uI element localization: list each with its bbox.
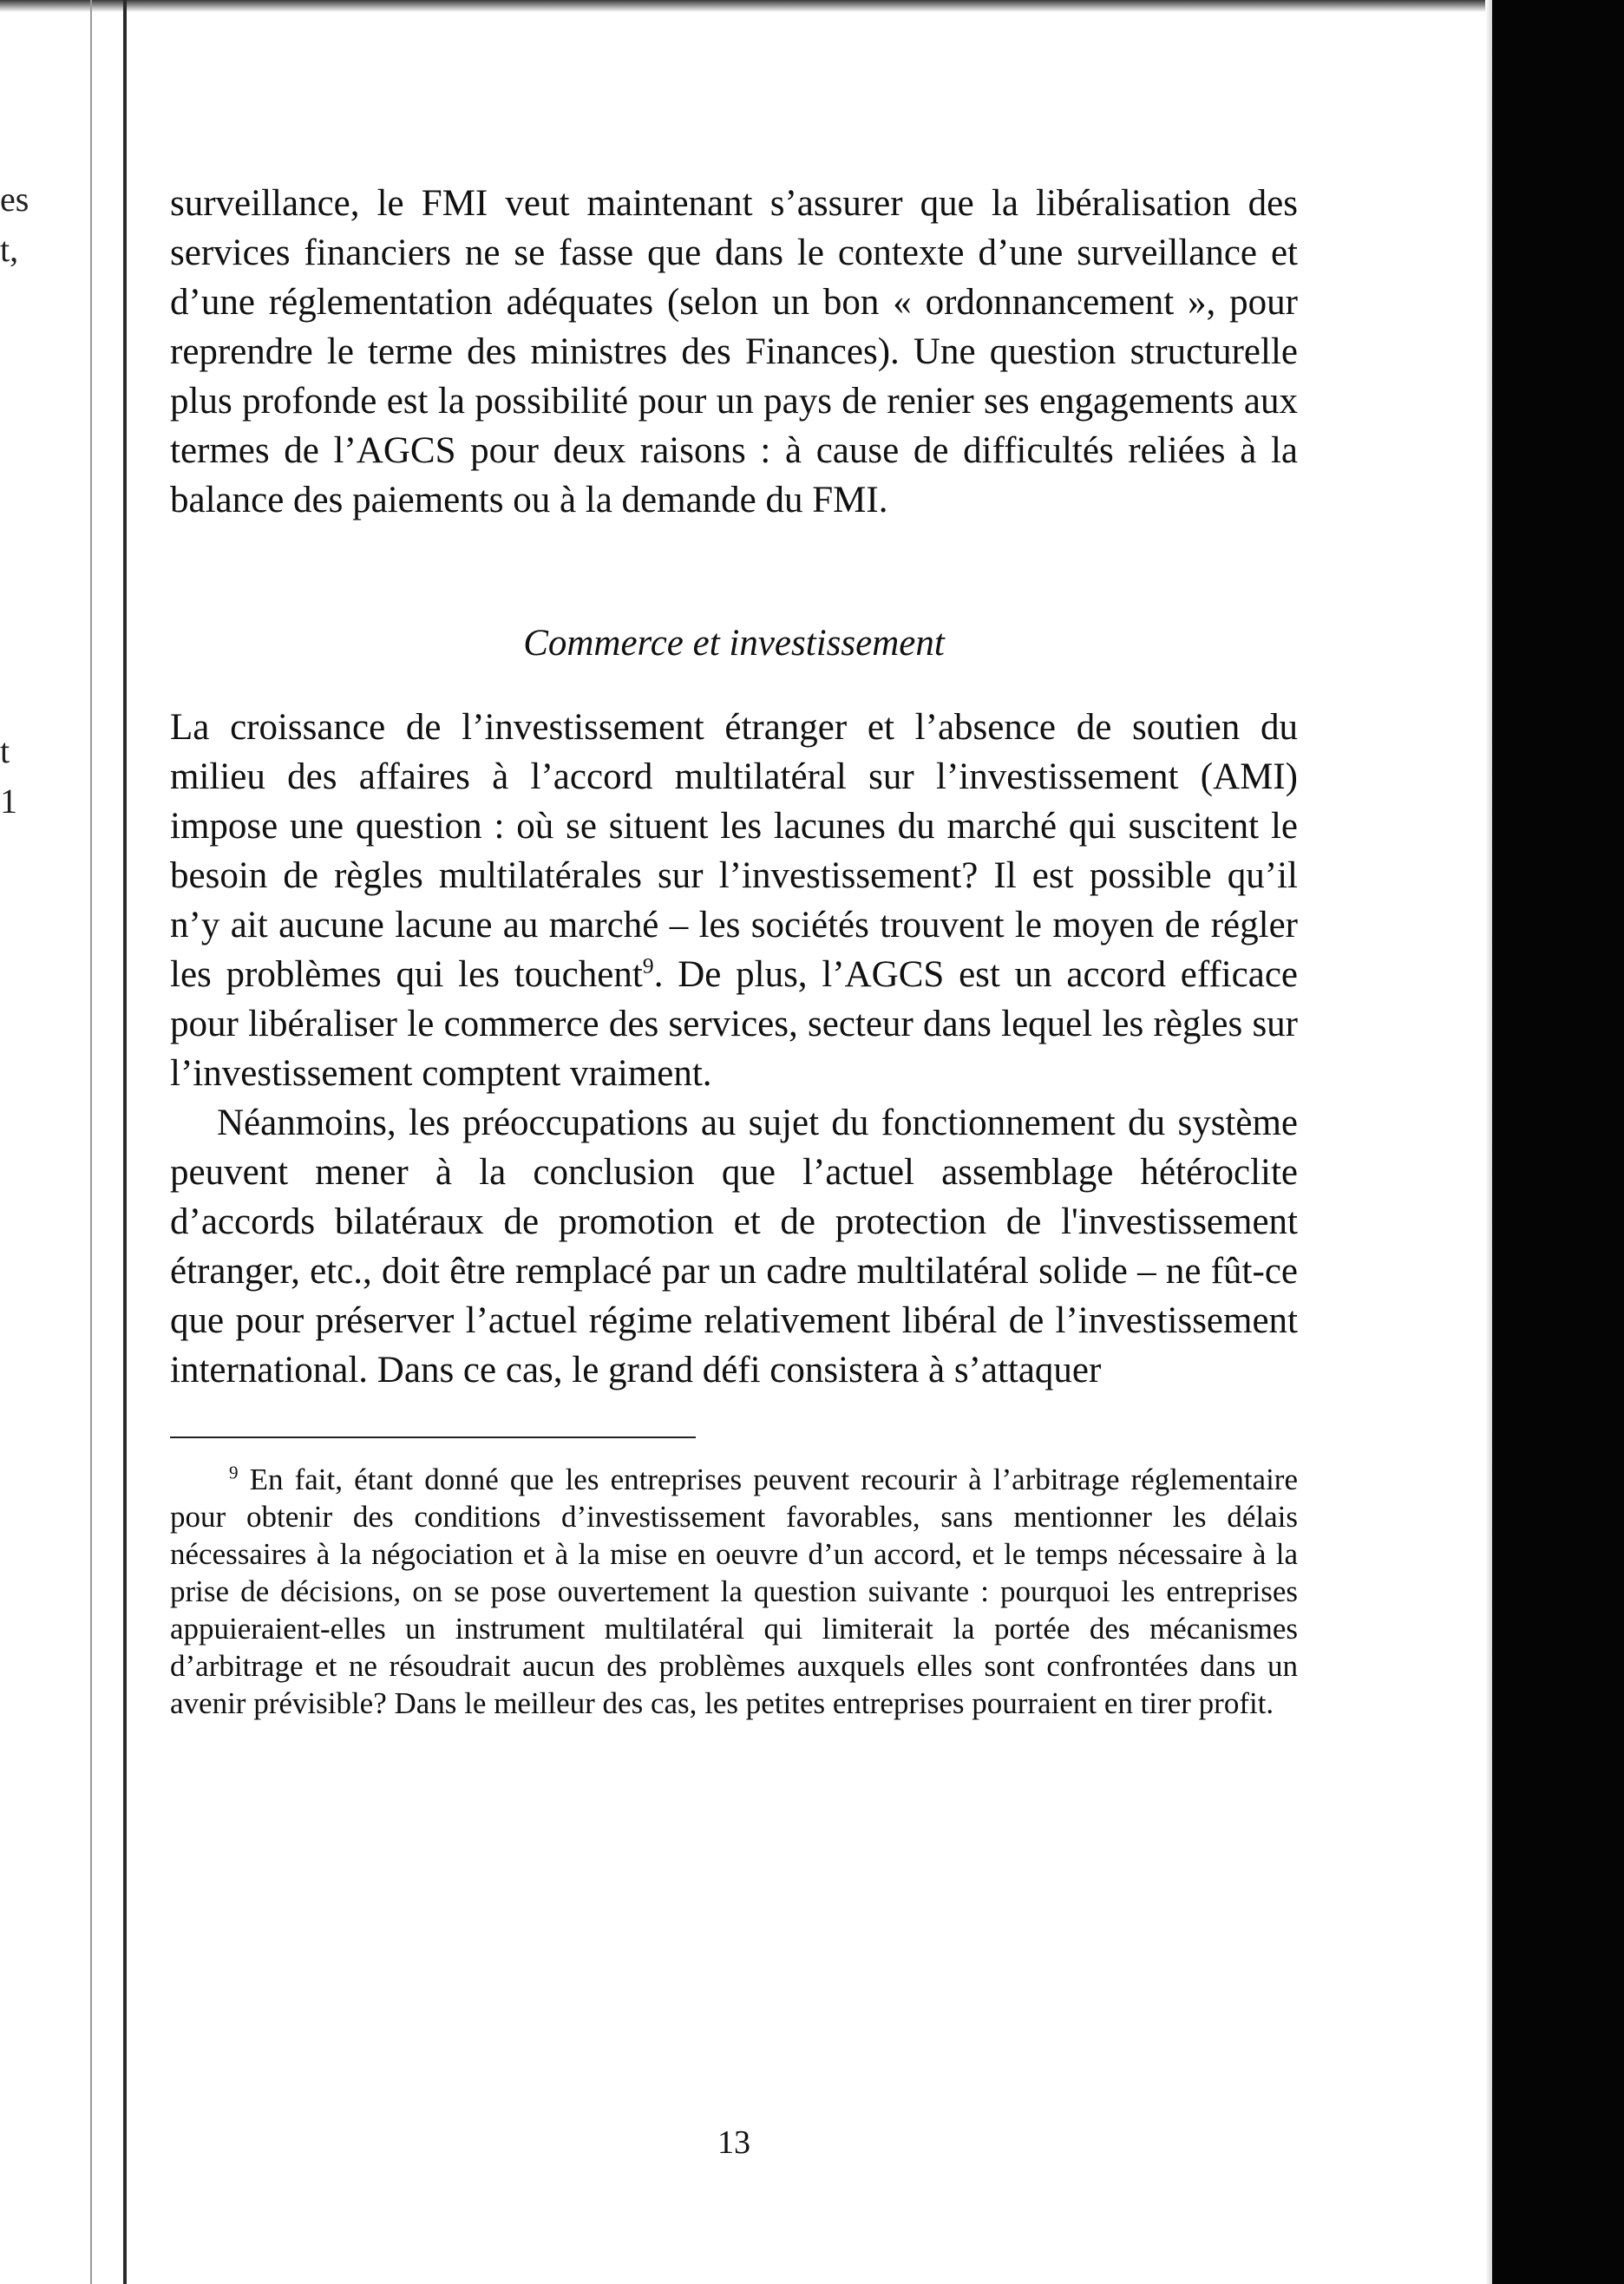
footnote-text: En fait, étant donné que les entreprises peuvent recourir à l’arbitrage réglementaire pour obtenir des conditions d’investissement favorables, sans mentionner les délais nécessaires à la négociation et à la mise en oeuvre d’un accord, et le temps nécessaire à la prise de décisions, on se pose ouvertement la question suivante : pourquoi les entreprises appuieraient-elles un instrument multilatéral qui limiterait la portée des mécanismes d’arbitrage et ne résoudrait aucun des problèmes auxquels elles sont confrontées dans un avenir prévisible? Dans le meilleur des cas, les petites entreprises pourraient en tirer profit.: [170, 1463, 1298, 1720]
page-body: [170, 179, 1298, 1722]
binding-crease: [90, 0, 92, 2284]
paragraph-text: La croissance de l’investissement étranger et l’absence de soutien du milieu des affaires à l’accord multilatéral sur l’investissement (AMI) impose une question : où se situent les lacunes du marché qui suscitent le besoin de règles multilatérales sur l’investissement? Il est possible qu’il n’y ait aucune lacune au marché – les sociétés trouvent le moyen de régler les problèmes qui les touchent: [170, 707, 1298, 995]
facing-page-fragment: 1: [0, 782, 17, 821]
section-heading: Commerce et investissement: [523, 623, 945, 664]
footnote-marker: 9: [229, 1462, 239, 1483]
footnote-reference: 9: [642, 952, 654, 978]
paragraph-text: . De plus, l’AGCS est un accord efficace pour libéraliser le commerce des services, secteur dans lequel les règles sur l’investissement comptent vraiment.: [170, 954, 1298, 1094]
facing-page-fragment: t: [0, 731, 10, 770]
paragraph: Néanmoins, les préoccupations au sujet du fonctionnement du système peuvent mener à la conclusion que l’actuel assemblage hétéroclite d’accords bilatéraux de promotion et de protection de l'investissement étranger, etc., doit être remplacé par un cadre multilatéral solide – ne fût-ce que pour préserver l’actuel régime relativement libéral de l’investissement international. Dans ce cas, le grand défi consistera à s’attaquer: [170, 1103, 1298, 1391]
facing-page-fragment: t,: [0, 230, 19, 269]
paragraph: [170, 703, 1298, 1098]
scanner-dark-border: [1492, 0, 1624, 2284]
facing-page-fragment: es: [0, 180, 29, 219]
page-edge-shadow: [1485, 0, 1492, 2284]
footnote: [170, 1461, 1298, 1722]
scan-top-shadow: [0, 0, 1492, 12]
paragraph-continued: surveillance, le FMI veut maintenant s’assurer que la libéralisation des services financiers ne se fasse que dans le contexte d’une surveillance et d’une réglementation adéquates (selon un bon « ordonnancement », pour reprendre le terme des ministres des Finances). Une question structurelle plus profonde est la possibilité pour un pays de renier ses engagements aux termes de l’AGCS pour deux raisons : à cause de difficultés reliées à la balance des paiements ou à la demande du FMI.: [170, 183, 1298, 520]
binding-edge: [123, 0, 127, 2284]
page-number: 13: [717, 2124, 750, 2161]
